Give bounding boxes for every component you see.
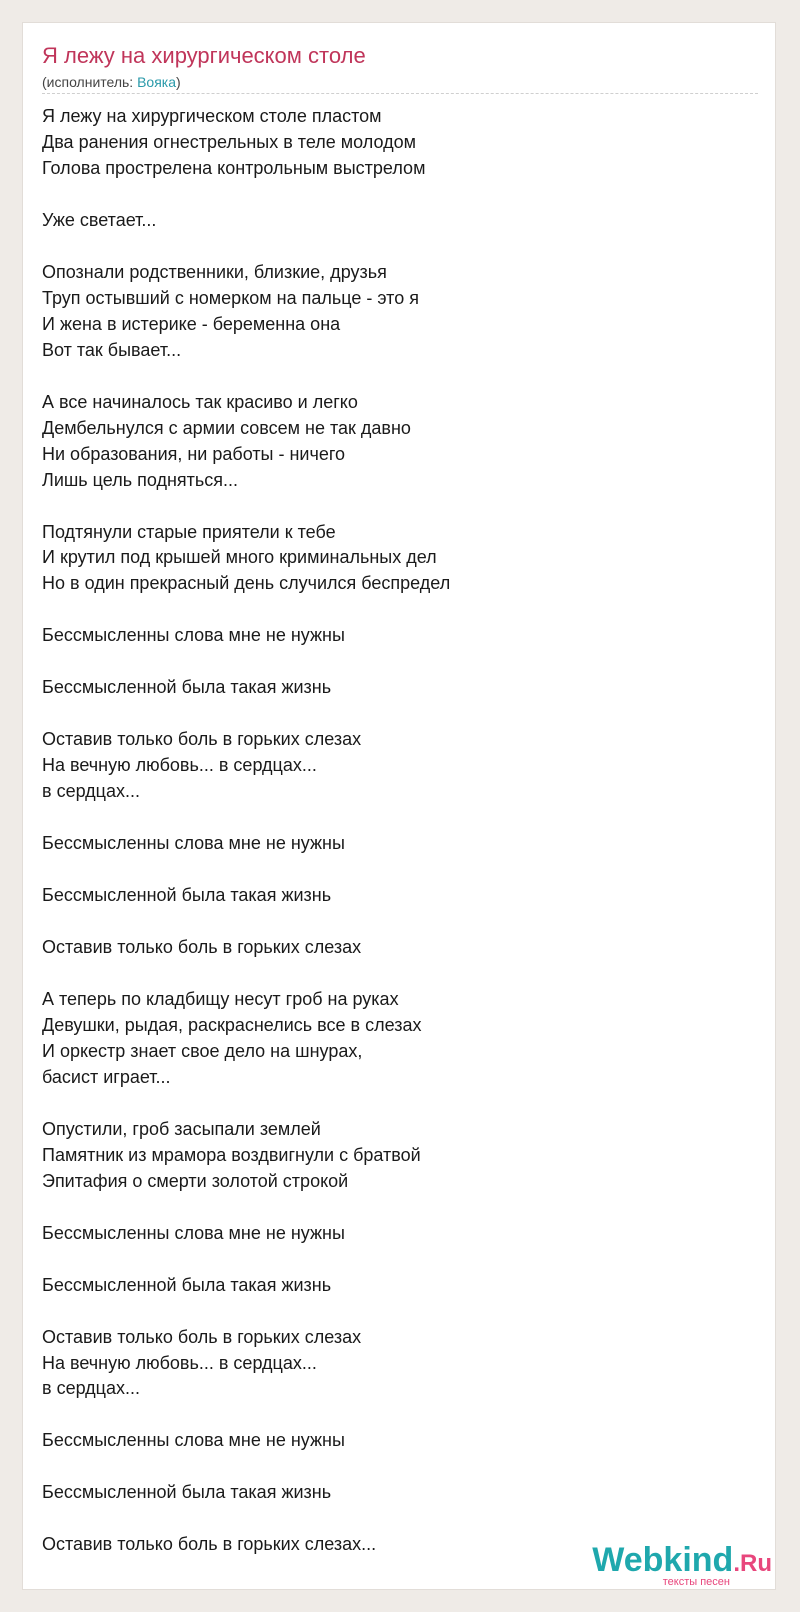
lyric-line: Бессмысленной была такая жизнь <box>42 885 332 906</box>
lyrics-body <box>42 104 450 1558</box>
lyric-line <box>42 1506 450 1532</box>
lyric-line: Вот так бывает... <box>42 339 182 360</box>
lyric-line: Бессмысленны слова мне не нужны <box>42 625 345 646</box>
lyric-line: А все начиналось так красиво и легко <box>42 391 358 412</box>
lyric-line: Девушки, рыдая, раскраснелись все в слезах <box>42 1014 422 1035</box>
lyric-line <box>42 234 450 260</box>
lyric-line: Бессмысленной была такая жизнь <box>42 677 332 698</box>
lyric-line: в сердцах... <box>42 1378 140 1399</box>
lyric-line <box>42 1299 450 1325</box>
lyric-line: Труп остывший с номерком на пальце - это я <box>42 287 419 308</box>
lyric-line: Бессмысленны слова мне не нужны <box>42 1430 345 1451</box>
lyric-line: Оставив только боль в горьких слезах <box>42 729 362 750</box>
lyric-line: Эпитафия о смерти золотой строкой <box>42 1170 349 1191</box>
lyric-line: Ни образования, ни работы - ничего <box>42 443 346 464</box>
lyric-line: Дембельнулся с армии совсем не так давно <box>42 417 411 438</box>
lyric-line <box>42 1454 450 1480</box>
lyric-line <box>42 909 450 935</box>
lyric-line <box>42 961 450 987</box>
lyric-line: Памятник из мрамора воздвигнули с братвой <box>42 1144 421 1165</box>
lyric-line: Оставив только боль в горьких слезах <box>42 937 362 957</box>
lyric-line: Бессмысленной была такая жизнь <box>42 1482 332 1503</box>
lyric-line: На вечную любовь... в сердцах... <box>42 755 317 776</box>
lyric-line: Голова прострелена контрольным выстрелом <box>42 157 426 178</box>
lyric-line: Два ранения огнестрельных в теле молодом <box>42 131 416 152</box>
performer-suffix: ) <box>176 74 181 90</box>
lyric-line: басист играет... <box>42 1066 171 1087</box>
lyric-line: Опознали родственники, близкие, друзья <box>42 261 387 282</box>
logo-name: Webkind <box>592 1541 734 1579</box>
lyric-line: Подтянули старые приятели к тебе <box>42 521 336 542</box>
lyric-line: Оставив только боль в горьких слезах... <box>42 1534 377 1555</box>
logo-tld: .Ru <box>733 1550 772 1577</box>
lyric-line: Бессмысленной была такая жизнь <box>42 1274 332 1295</box>
performer-prefix: (исполнитель: <box>42 74 138 90</box>
lyric-line: И оркестр знает свое дело на шнурах, <box>42 1040 363 1061</box>
lyric-line: в сердцах... <box>42 781 140 802</box>
lyric-line: Бессмысленны слова мне не нужны <box>42 1222 345 1243</box>
lyric-line: Но в один прекрасный день случился беспредел <box>42 573 451 594</box>
artist-link[interactable]: Вояка <box>137 74 177 90</box>
lyric-line <box>42 182 450 208</box>
lyric-line: А теперь по кладбищу несут гроб на руках <box>42 988 399 1009</box>
lyric-line: Я лежу на хирургическом столе пластом <box>42 106 382 126</box>
song-title: Я лежу на хирургическом столе <box>42 43 366 68</box>
lyric-line <box>42 1091 450 1117</box>
lyric-line <box>42 649 450 675</box>
performer-line <box>42 73 181 91</box>
lyric-line: Уже светает... <box>42 209 157 230</box>
logo-tagline: тексты песен <box>662 1576 730 1588</box>
lyric-line <box>42 364 450 390</box>
lyric-line: Лишь цель подняться... <box>42 469 239 490</box>
lyric-line <box>42 494 450 520</box>
divider <box>42 93 758 94</box>
lyric-line: И крутил под крышей много криминальных дел <box>42 547 437 568</box>
lyric-line <box>42 1195 450 1221</box>
lyric-line: Опустили, гроб засыпали землей <box>42 1118 321 1139</box>
lyric-line <box>42 1247 450 1273</box>
lyric-line <box>42 597 450 623</box>
lyric-line <box>42 857 450 883</box>
site-logo[interactable] <box>572 1541 772 1588</box>
lyric-line: И жена в истерике - беременна она <box>42 313 341 334</box>
lyric-line <box>42 701 450 727</box>
lyric-line: Оставив только боль в горьких слезах <box>42 1326 362 1347</box>
lyric-line: Бессмысленны слова мне не нужны <box>42 833 345 854</box>
lyric-line <box>42 1402 450 1428</box>
lyric-line: На вечную любовь... в сердцах... <box>42 1352 317 1373</box>
lyric-line <box>42 805 450 831</box>
